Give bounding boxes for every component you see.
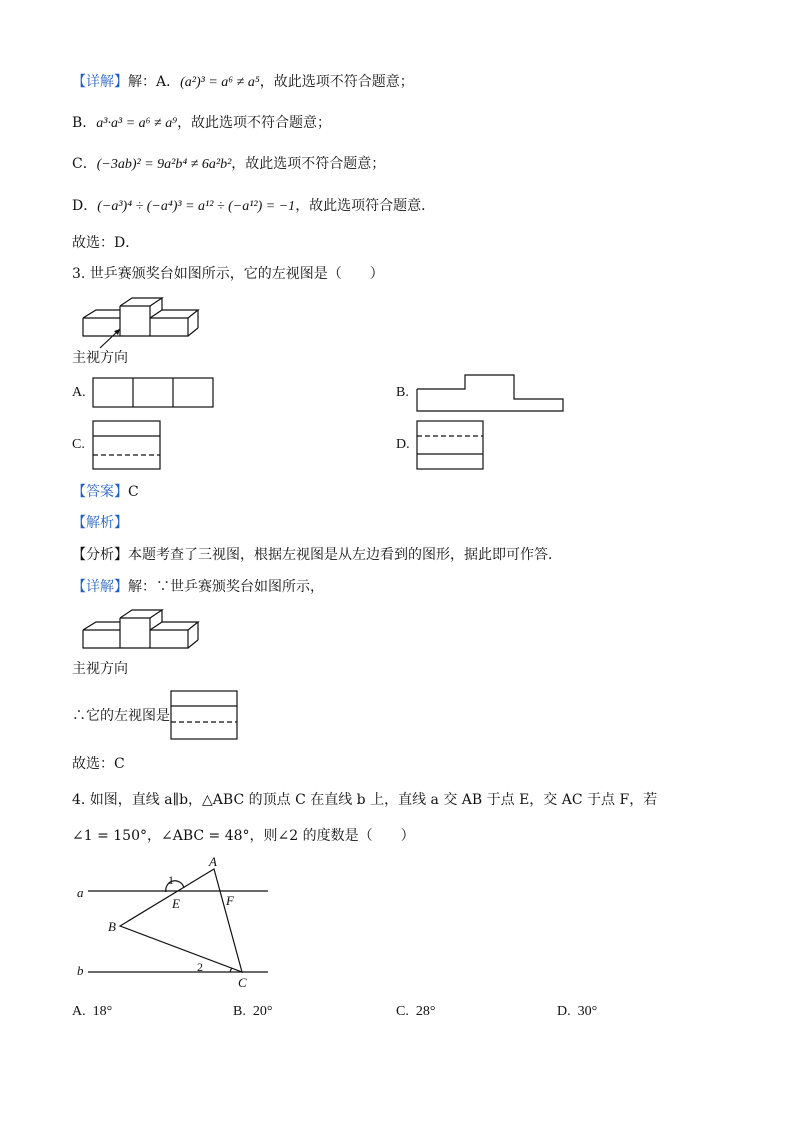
math-expression: (a²)³ = a⁶ ≠ a⁵ — [180, 75, 260, 90]
label-B: B — [108, 919, 116, 934]
label-E: E — [172, 896, 180, 911]
detail-line: 【详解】解：∵世乒赛颁奖台如图所示， — [72, 579, 324, 595]
label-2: 2 — [197, 960, 203, 974]
q4-option-b: B. 20° — [233, 1004, 273, 1019]
option-d-figure — [416, 420, 486, 472]
math-expression: a³·a³ = a⁶ ≠ a⁹ — [96, 116, 178, 131]
q2-line-c: C．(−3ab)² = 9a²b⁴ ≠ 6a²b²，故此选项不符合题意； — [72, 156, 386, 172]
q2-line-a: 【详解】解：A．(a²)³ = a⁶ ≠ a⁵，故此选项不符合题意； — [72, 74, 414, 90]
detail-tag: 【详解】 — [72, 74, 128, 90]
q2-choice: 故选：D． — [72, 235, 140, 251]
analysis-tag: 【解析】 — [72, 515, 128, 531]
math-expression: (−3ab)² = 9a²b⁴ ≠ 6a²b² — [96, 157, 232, 172]
q4-question-line1: 4. 如图，直线 a∥b，△ABC 的顶点 C 在直线 b 上，直线 a 交 AB 于点 E，交 AC 于点 F，若 — [72, 792, 658, 808]
math-expression: (−a³)⁴ ÷ (−a⁴)³ = a¹² ÷ (−a¹²) = −1 — [97, 199, 296, 214]
q4-option-c: C. 28° — [396, 1004, 436, 1019]
q2-line-d: D．(−a³)⁴ ÷ (−a⁴)³ = a¹² ÷ (−a¹²) = −1，故此选项符合题意． — [72, 198, 436, 214]
option-a-figure — [92, 377, 216, 409]
view-direction-label: 主视方向 — [72, 350, 128, 366]
triangle-abc — [120, 869, 242, 972]
q4-option-a: A. 18° — [72, 1004, 113, 1019]
answer-value: C — [128, 484, 139, 500]
label-C: C — [238, 975, 247, 990]
label-b: b — [77, 963, 84, 978]
conclusion-text: ∴它的左视图是 — [72, 708, 170, 724]
answer-tag: 【答案】 — [72, 484, 128, 500]
q4-question-line2: ∠1 = 150°，∠ABC = 48°，则∠2 的度数是（ ） — [72, 828, 415, 844]
label-F: F — [226, 893, 234, 908]
label-1: 1 — [168, 873, 174, 887]
option-c-label: C. — [72, 437, 85, 452]
podium-figure — [80, 296, 200, 346]
label-a: a — [77, 885, 84, 900]
option-c-figure — [92, 420, 162, 472]
q2-line-b: B．a³·a³ = a⁶ ≠ a⁹，故此选项不符合题意； — [72, 115, 332, 131]
answer-line — [72, 482, 139, 502]
option-a-label: A. — [72, 385, 86, 400]
q4-option-d: D. 30° — [557, 1004, 598, 1019]
analysis-line: 【分析】本题考查了三视图，根据左视图是从左边看到的图形，据此即可作答． — [72, 547, 562, 563]
option-b-figure — [416, 374, 566, 414]
triangle-figure — [72, 852, 272, 992]
q3-choice: 故选：C — [72, 756, 125, 772]
option-d-label: D. — [396, 437, 410, 452]
label-A: A — [209, 854, 217, 869]
podium-figure-2 — [80, 608, 200, 658]
option-b-label: B. — [396, 385, 409, 400]
view-direction-label-2: 主视方向 — [72, 661, 128, 677]
q3-question: 3. 世乒赛颁奖台如图所示，它的左视图是（ ） — [72, 266, 384, 282]
left-view-figure — [170, 690, 240, 742]
